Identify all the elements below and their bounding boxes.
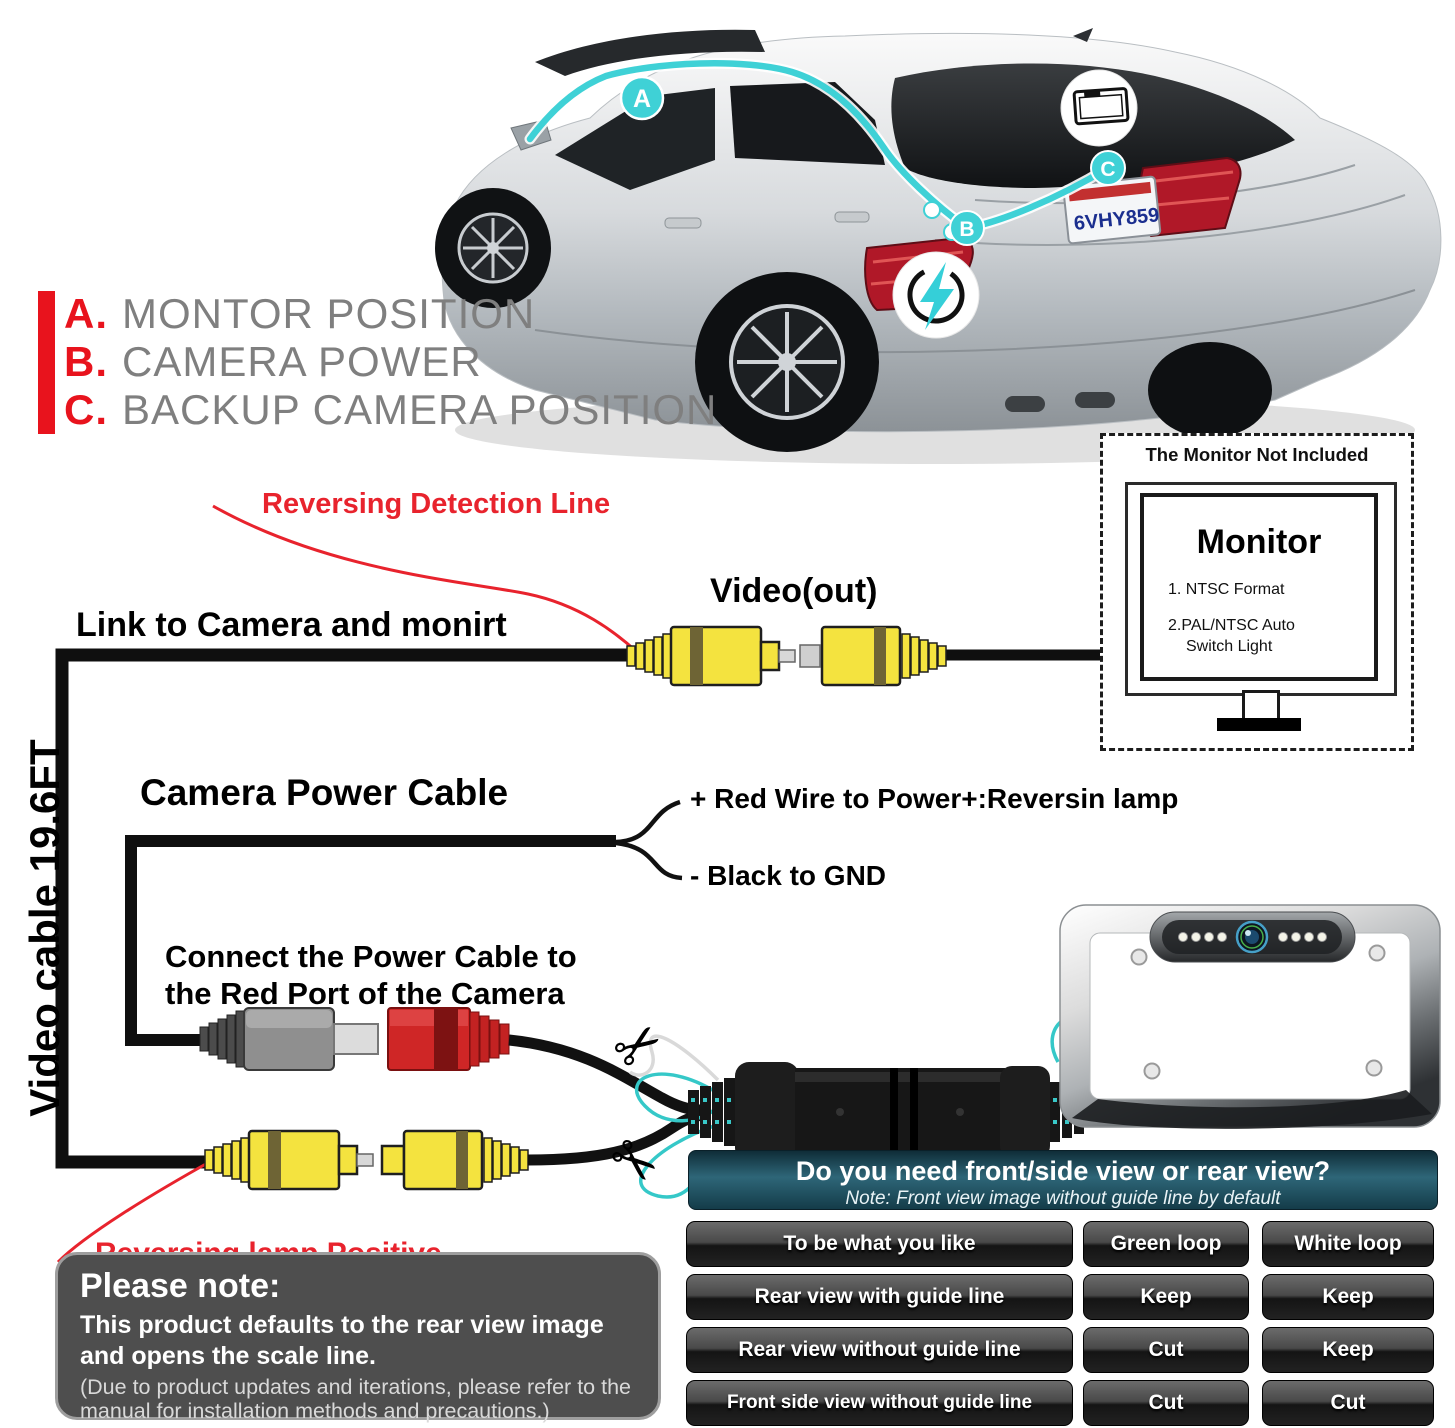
svg-text:C: C — [1100, 158, 1116, 181]
legend-key-a: A. — [64, 290, 108, 337]
monitor-not-included-box — [1100, 433, 1414, 751]
table-cell-option-1: To be what you like — [686, 1221, 1073, 1267]
table-cell-option-3: Rear view without guide line — [686, 1327, 1073, 1373]
video-out-label: Video(out) — [710, 572, 878, 610]
note-detail: (Due to product updates and iterations, please refer to the manual for installation methods and precautions.) — [80, 1375, 631, 1424]
link-to-camera-label: Link to Camera and monirt — [76, 606, 507, 644]
black-wire-label: - Black to GND — [690, 860, 887, 891]
legend-item-c — [64, 386, 717, 434]
monitor-box-caption: The Monitor Not Included — [1145, 444, 1369, 465]
legend-item-b — [64, 338, 482, 386]
table-cell-white-2: Keep — [1262, 1274, 1434, 1320]
camera-lens — [1237, 922, 1267, 952]
monitor-title: Monitor — [1196, 523, 1322, 561]
legend-label-c: BACKUP CAMERA POSITION — [122, 386, 718, 433]
monitor-spec-2b: Switch Light — [1186, 638, 1273, 655]
camera-power-cable-label: Camera Power Cable — [140, 772, 509, 813]
table-cell-green-4: Cut — [1083, 1380, 1249, 1426]
table-cell-white-1: White loop — [1262, 1221, 1434, 1267]
note-title: Please note: — [80, 1267, 281, 1305]
table-cell-option-2: Rear view with guide line — [686, 1274, 1073, 1320]
rca-male-upper — [627, 627, 795, 685]
video-cable-length-label: Video cable 19.6FT — [21, 739, 68, 1117]
view-table-note: Note: Front view image without guide line by default — [845, 1188, 1281, 1209]
monitor-spec-2: 2.PAL/NTSC Auto — [1168, 617, 1295, 634]
table-cell-white-3: Keep — [1262, 1327, 1434, 1373]
monitor-spec-1: 1. NTSC Format — [1168, 581, 1285, 598]
table-cell-green-3: Cut — [1083, 1327, 1249, 1373]
reversing-detection-line-label: Reversing Detection Line — [262, 488, 611, 520]
scissors-icon: ✂ — [596, 1121, 674, 1200]
table-cell-green-2: Keep — [1083, 1274, 1249, 1320]
legend-key-b: B. — [64, 338, 108, 385]
video-cable-run — [62, 655, 630, 1162]
legend-key-c: C. — [64, 386, 108, 433]
svg-text:6VHY859: 6VHY859 — [1072, 204, 1161, 235]
table-cell-white-4: Cut — [1262, 1380, 1434, 1426]
table-cell-green-1: Green loop — [1083, 1221, 1249, 1267]
note-body: This product defaults to the rear view image and opens the scale line. — [80, 1311, 604, 1370]
red-wire-label: + Red Wire to Power+:Reversin lamp — [690, 783, 1179, 814]
license-plate-frame-camera — [1060, 905, 1440, 1129]
svg-text:B: B — [959, 218, 975, 241]
connect-power-line1: Connect the Power Cable to — [165, 939, 577, 974]
monitor-screen — [1140, 493, 1378, 681]
view-table-title: Do you need front/side view or rear view? — [795, 1156, 1331, 1186]
legend-accent-bar — [38, 291, 55, 434]
connect-power-line2: the Red Port of the Camera — [165, 976, 565, 1011]
table-cell-option-4: Front side view without guide line — [686, 1380, 1073, 1426]
legend-item-a — [64, 290, 535, 338]
power-split-wires — [616, 802, 682, 878]
svg-text:A: A — [632, 85, 652, 113]
please-note-box — [55, 1252, 661, 1424]
scissors-icon: ✂ — [600, 1006, 676, 1085]
dc-power-connector — [200, 1008, 378, 1070]
rca-male-lower — [205, 1131, 373, 1189]
monitor-frame — [1125, 482, 1397, 696]
legend-label-b: CAMERA POWER — [122, 338, 482, 385]
view-table-header — [688, 1150, 1438, 1210]
rca-female-upper — [800, 627, 946, 685]
legend-label-a: MONTOR POSITION — [122, 290, 536, 337]
monitor-stand-base — [1217, 718, 1301, 731]
connect-power-label — [165, 938, 577, 1012]
